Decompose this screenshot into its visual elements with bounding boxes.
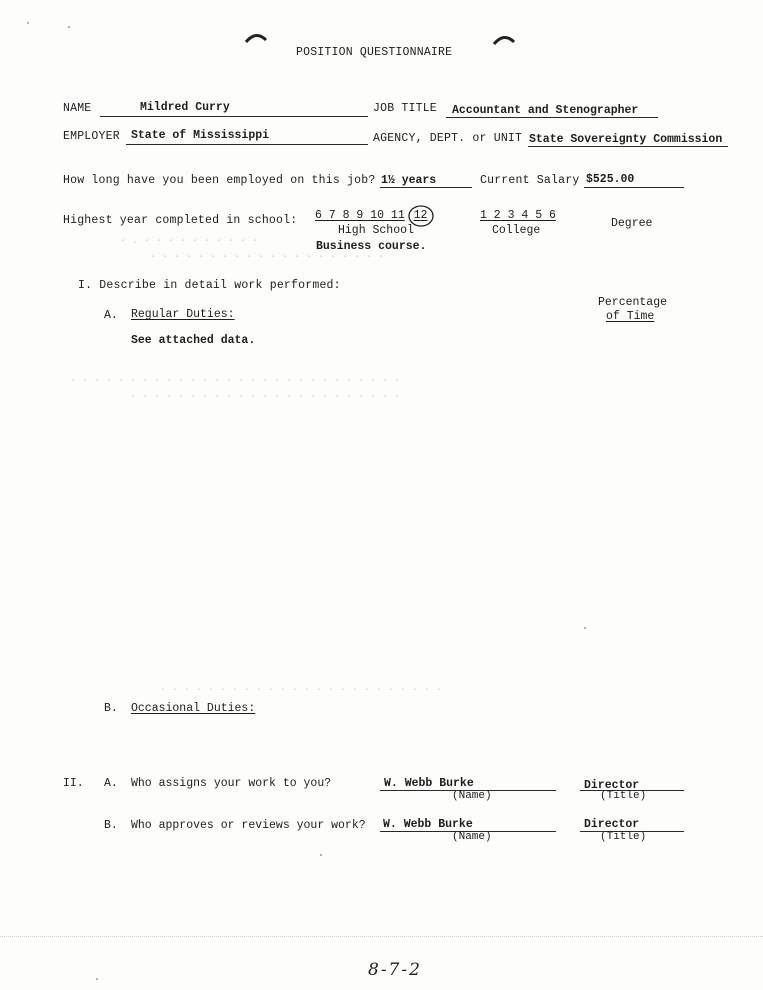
assign-question: Who assigns your work to you?	[131, 777, 332, 790]
college-years: 1 2 3 4 5 6	[480, 209, 556, 222]
approve-question-letter: B.	[104, 819, 118, 832]
approve-name-field[interactable]: W. Webb Burke	[383, 818, 473, 831]
percentage-label: Percentage	[598, 296, 668, 309]
school-label: Highest year completed in school:	[63, 214, 298, 227]
of-time-label: of Time	[606, 310, 655, 323]
approve-title-field[interactable]: Director	[584, 818, 640, 831]
speck	[320, 854, 322, 856]
job-title-field[interactable]: Accountant and Stenographer	[452, 104, 639, 117]
occasional-duties-label: Occasional Duties:	[131, 702, 256, 715]
form-title: POSITION QUESTIONNAIRE	[296, 46, 453, 59]
see-attached-note: See attached data.	[131, 334, 256, 347]
title-caption: (Title)	[600, 790, 647, 802]
bottom-scan-line	[0, 936, 763, 937]
section-one-heading: I. Describe in detail work performed:	[78, 279, 341, 292]
speck	[27, 22, 29, 24]
approve-question: Who approves or reviews your work?	[131, 819, 366, 832]
agency-underline	[528, 146, 728, 147]
assign-title-field[interactable]: Director	[584, 779, 640, 792]
assign-name-field[interactable]: W. Webb Burke	[384, 777, 474, 790]
speck	[68, 26, 70, 28]
employed-question: How long have you been employed on this job?	[63, 174, 376, 187]
page-number: 8-7-2	[368, 960, 422, 980]
employed-underline	[380, 187, 472, 188]
occasional-duties-letter: B.	[104, 702, 118, 715]
salary-label: Current Salary	[480, 174, 580, 187]
regular-duties-label: Regular Duties:	[131, 308, 235, 321]
business-course-note: Business course.	[316, 240, 427, 253]
name-caption: (Name)	[452, 831, 492, 843]
agency-label: AGENCY, DEPT. or UNIT	[373, 132, 523, 145]
assign-question-letter: A.	[104, 777, 118, 790]
punch-mark-icon	[244, 30, 268, 44]
bleed-through-text: · · · · · · · · · · · · · · · · · · · · · · · ·	[160, 685, 443, 696]
salary-underline	[584, 187, 684, 188]
speck	[584, 627, 586, 629]
name-label: NAME	[63, 102, 92, 115]
circled-year-text: 12	[413, 209, 428, 222]
speck	[96, 978, 98, 980]
name-field[interactable]: Mildred Curry	[140, 101, 230, 114]
high-school-circled-year[interactable]	[412, 209, 430, 222]
title-caption: (Title)	[600, 831, 647, 843]
degree-label: Degree	[611, 217, 653, 230]
section-two-number: II.	[63, 777, 84, 790]
employer-underline	[126, 144, 368, 145]
job-title-label: JOB TITLE	[373, 102, 437, 115]
employer-field[interactable]: State of Mississippi	[131, 129, 270, 142]
bleed-through-text: · · · · · · · · · · · · · · · · · · · · · · ·	[130, 392, 401, 403]
regular-duties-letter: A.	[104, 309, 118, 322]
salary-field[interactable]: $525.00	[586, 173, 635, 186]
employed-field[interactable]: 1½ years	[381, 174, 437, 187]
punch-mark-icon	[492, 32, 516, 46]
name-underline	[100, 116, 368, 117]
high-school-label: High School	[338, 224, 414, 237]
job-title-underline	[446, 117, 658, 118]
bleed-through-text: · · · · · · · · · · · · · · · · · · · ·	[150, 252, 385, 263]
high-school-years	[315, 209, 429, 222]
bleed-through-text: · · · · · · · · · · · · · · · · · · · · · · · · · · · ·	[70, 376, 401, 387]
name-caption: (Name)	[452, 790, 492, 802]
high-school-years-prefix: 6 7 8 9 10 11	[315, 209, 405, 222]
college-label: College	[492, 224, 541, 237]
employer-label: EMPLOYER	[63, 130, 120, 143]
bleed-through-text: · . · · · · · · · · · ·	[120, 236, 259, 247]
agency-field[interactable]: State Sovereignty Commission	[529, 133, 723, 146]
